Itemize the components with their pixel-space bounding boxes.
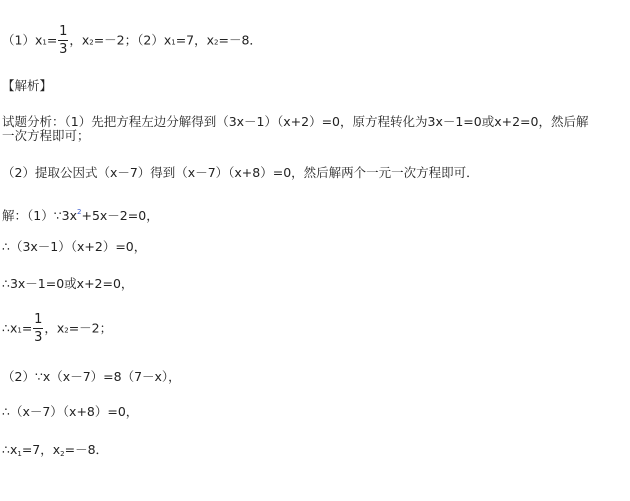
solution-4c: ，x [44, 320, 65, 336]
solution-line-1 [2, 204, 159, 224]
answer-line [2, 24, 262, 58]
analysis-line-3: （2）提取公因式（x－7）得到（x－7）（x+8）=0，然后解两个一元一次方程即可． [2, 165, 479, 180]
solution-4a: ∴x [2, 320, 18, 336]
answer-text-1: （1）x [2, 32, 43, 48]
analysis-line-1: 试题分析：（1）先把方程左边分解得到（3x－1）（x+2）=0，原方程转化为3x－1=0或x+2=0，然后解 [2, 114, 589, 129]
section-title: 【解析】 [2, 78, 53, 93]
subscript-2: 2 [89, 38, 94, 47]
fraction-numerator-2: 1 [34, 312, 43, 327]
solution-4b: = [21, 320, 33, 336]
solution-1a: 解：（1）∵3x [2, 208, 78, 223]
subscript-x2-b: 2 [60, 450, 65, 458]
answer-text-5: =－8． [218, 32, 262, 48]
solution-line-5: （2）∵x（x－7）=8（7－x）， [2, 369, 181, 384]
solution-line-7 [2, 442, 108, 462]
solution-7a: ∴x [2, 442, 18, 457]
fraction-bar-2 [33, 328, 43, 329]
answer-text-3: =－2；（2）x [93, 32, 172, 48]
answer-text-4: =7，x [175, 32, 215, 48]
subscript-3: 1 [171, 38, 176, 47]
solution-line-2: ∴（3x－1）（x+2）=0， [2, 239, 147, 254]
fraction-denominator: 3 [59, 42, 68, 57]
fraction-bar [58, 40, 68, 41]
solution-line-4 [2, 312, 112, 346]
fraction-one-third [58, 24, 68, 58]
fraction-one-third-2 [33, 312, 43, 346]
solution-7b: =7，x [21, 442, 61, 457]
equals: = [46, 32, 58, 48]
solution-1b: +5x－2=0， [81, 208, 159, 223]
subscript-x2: 2 [64, 326, 69, 335]
solution-line-3: ∴3x－1=0或x+2=0， [2, 276, 134, 291]
subscript-x1: 1 [17, 326, 22, 335]
superscript-2: 2 [77, 208, 82, 216]
solution-line-6: ∴（x－7）（x+8）=0， [2, 404, 139, 419]
analysis-line-2: 一次方程即可； [2, 128, 90, 143]
fraction-numerator: 1 [59, 24, 68, 39]
subscript-x1-b: 1 [17, 450, 22, 458]
fraction-denominator-2: 3 [34, 330, 43, 345]
subscript-4: 2 [214, 38, 219, 47]
solution-4d: =－2； [68, 320, 113, 336]
answer-text-2: ，x [69, 32, 90, 48]
solution-7c: =－8． [64, 442, 109, 457]
subscript-1: 1 [42, 38, 47, 47]
